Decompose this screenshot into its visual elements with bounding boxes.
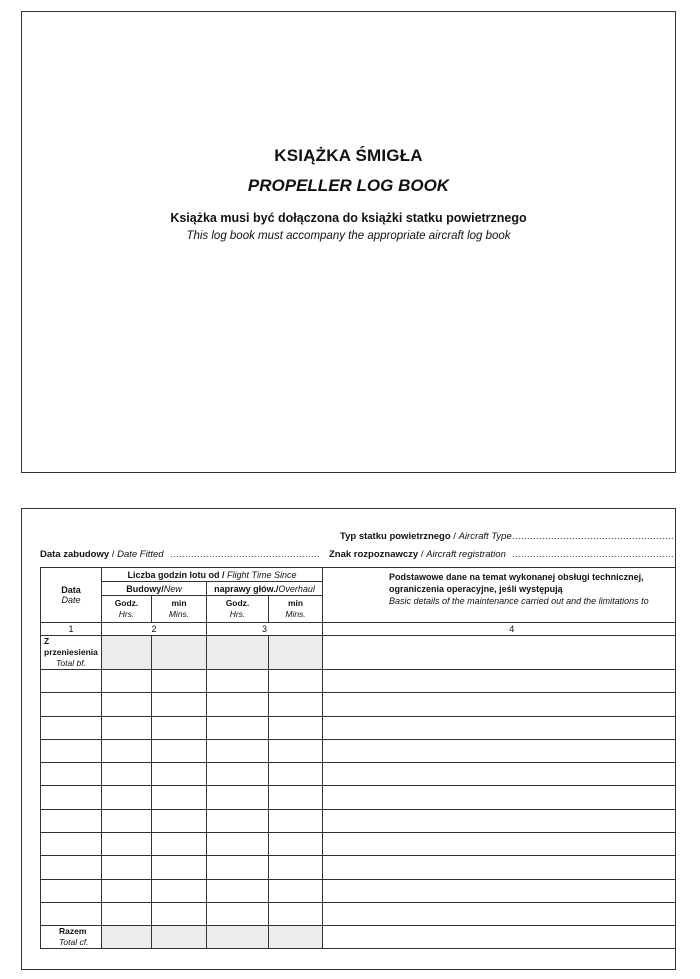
- table-cell[interactable]: [152, 926, 207, 949]
- aircraft-type-label: Typ statku powietrznego / Aircraft Type: [340, 531, 512, 542]
- table-cell[interactable]: [269, 739, 323, 762]
- table-cell[interactable]: [41, 693, 102, 716]
- log-table: [40, 567, 676, 949]
- table-cell[interactable]: [269, 670, 323, 693]
- cover-page: [21, 11, 676, 473]
- overhaul-hrs-header: Godz. Hrs.: [207, 596, 269, 623]
- date-fitted-field[interactable]: ..................................................: [170, 549, 321, 559]
- table-cell[interactable]: [323, 763, 676, 786]
- table-cell[interactable]: [102, 693, 152, 716]
- table-cell[interactable]: [102, 926, 152, 949]
- table-cell[interactable]: [41, 879, 102, 902]
- table-row: [41, 786, 677, 809]
- table-cell[interactable]: [269, 856, 323, 879]
- table-cell[interactable]: [102, 739, 152, 762]
- new-hrs-header: Godz. Hrs.: [102, 596, 152, 623]
- column-number-3: 3: [207, 623, 323, 636]
- table-cell[interactable]: [207, 879, 269, 902]
- aircraft-type-field[interactable]: ......................................................: [512, 531, 675, 541]
- table-cell[interactable]: [152, 833, 207, 856]
- table-cell[interactable]: [41, 856, 102, 879]
- registration-field[interactable]: ......................................................: [512, 549, 675, 559]
- table-cell[interactable]: [269, 926, 323, 949]
- table-cell[interactable]: [102, 879, 152, 902]
- table-cell[interactable]: [269, 879, 323, 902]
- table-cell[interactable]: [41, 670, 102, 693]
- table-cell[interactable]: [152, 636, 207, 670]
- since-new-header: Budowy/New: [102, 582, 207, 596]
- column-number-4: 4: [323, 623, 676, 636]
- overhaul-mins-header: min Mins.: [269, 596, 323, 623]
- table-cell[interactable]: [102, 856, 152, 879]
- table-row: [41, 716, 677, 739]
- table-row: [41, 763, 677, 786]
- table-cell[interactable]: [207, 763, 269, 786]
- table-cell[interactable]: [102, 902, 152, 925]
- table-cell[interactable]: [269, 763, 323, 786]
- new-mins-header: min Mins.: [152, 596, 207, 623]
- table-cell[interactable]: [207, 902, 269, 925]
- table-cell[interactable]: [207, 926, 269, 949]
- table-cell[interactable]: [152, 670, 207, 693]
- table-cell[interactable]: [102, 636, 152, 670]
- table-row: [41, 693, 677, 716]
- table-cell[interactable]: [207, 693, 269, 716]
- table-row: [41, 856, 677, 879]
- table-row: [41, 739, 677, 762]
- table-cell[interactable]: [152, 856, 207, 879]
- table-cell[interactable]: [323, 670, 676, 693]
- table-cell[interactable]: [152, 716, 207, 739]
- table-cell[interactable]: [152, 763, 207, 786]
- table-cell[interactable]: [269, 716, 323, 739]
- table-cell[interactable]: [41, 716, 102, 739]
- table-row: [41, 833, 677, 856]
- table-cell[interactable]: [323, 786, 676, 809]
- table-cell[interactable]: [269, 786, 323, 809]
- maintenance-details-header: Podstawowe dane na temat wykonanej obsługi technicznej, ograniczenia operacyjne, jeśli występują Basic details of the maintenance carried out and the limitations to: [323, 568, 676, 623]
- table-cell[interactable]: [323, 856, 676, 879]
- table-cell[interactable]: [269, 636, 323, 670]
- table-cell[interactable]: [152, 786, 207, 809]
- column-number-1: 1: [41, 623, 102, 636]
- table-cell[interactable]: [323, 636, 676, 670]
- table-row: [41, 879, 677, 902]
- table-cell[interactable]: [102, 670, 152, 693]
- table-cell[interactable]: [207, 856, 269, 879]
- table-row: [41, 809, 677, 832]
- table-cell[interactable]: [269, 902, 323, 925]
- table-cell[interactable]: [323, 926, 676, 949]
- table-cell[interactable]: [323, 902, 676, 925]
- brought-forward-label: Z przeniesienia Total bf.: [41, 636, 102, 670]
- date-fitted-label: Data zabudowy / Date Fitted: [40, 549, 164, 560]
- table-cell[interactable]: [269, 693, 323, 716]
- table-cell[interactable]: [152, 879, 207, 902]
- table-cell[interactable]: [41, 763, 102, 786]
- cover-note-pl: Książka musi być dołączona do książki statku powietrznego: [170, 211, 527, 225]
- carried-forward-label: Razem Total cf.: [41, 926, 102, 949]
- since-overhaul-header: naprawy głów./Overhaul: [207, 582, 323, 596]
- table-cell[interactable]: [207, 809, 269, 832]
- log-form-page: [21, 508, 676, 970]
- table-cell[interactable]: [323, 716, 676, 739]
- table-cell[interactable]: [207, 670, 269, 693]
- cover-note-en: This log book must accompany the appropriate aircraft log book: [186, 230, 511, 242]
- table-cell[interactable]: [152, 693, 207, 716]
- table-cell[interactable]: [323, 693, 676, 716]
- table-cell[interactable]: [323, 739, 676, 762]
- column-number-2: 2: [102, 623, 207, 636]
- flight-time-header: Liczba godzin lotu od / Flight Time Since: [102, 568, 323, 582]
- table-cell[interactable]: [102, 786, 152, 809]
- table-cell[interactable]: [102, 763, 152, 786]
- table-cell[interactable]: [41, 902, 102, 925]
- table-cell[interactable]: [102, 833, 152, 856]
- table-cell[interactable]: [152, 739, 207, 762]
- table-cell[interactable]: [41, 739, 102, 762]
- table-row: [41, 670, 677, 693]
- table-cell[interactable]: [152, 809, 207, 832]
- table-cell[interactable]: [269, 833, 323, 856]
- table-cell[interactable]: [102, 716, 152, 739]
- table-cell[interactable]: [323, 809, 676, 832]
- table-cell[interactable]: [41, 833, 102, 856]
- table-cell[interactable]: [269, 809, 323, 832]
- table-cell[interactable]: [207, 636, 269, 670]
- table-cell[interactable]: [323, 833, 676, 856]
- table-cell[interactable]: [207, 739, 269, 762]
- table-cell[interactable]: [102, 809, 152, 832]
- date-header: Data Date: [41, 568, 102, 623]
- table-cell[interactable]: [323, 879, 676, 902]
- table-cell[interactable]: [41, 786, 102, 809]
- table-cell[interactable]: [152, 902, 207, 925]
- table-row: [41, 902, 677, 925]
- registration-label: Znak rozpoznawczy / Aircraft registration: [329, 549, 506, 560]
- table-cell[interactable]: [207, 716, 269, 739]
- table-cell[interactable]: [207, 786, 269, 809]
- table-cell[interactable]: [207, 833, 269, 856]
- cover-title-pl: KSIĄŻKA ŚMIGŁA: [274, 146, 423, 165]
- table-cell[interactable]: [41, 809, 102, 832]
- cover-title-en: PROPELLER LOG BOOK: [247, 176, 450, 195]
